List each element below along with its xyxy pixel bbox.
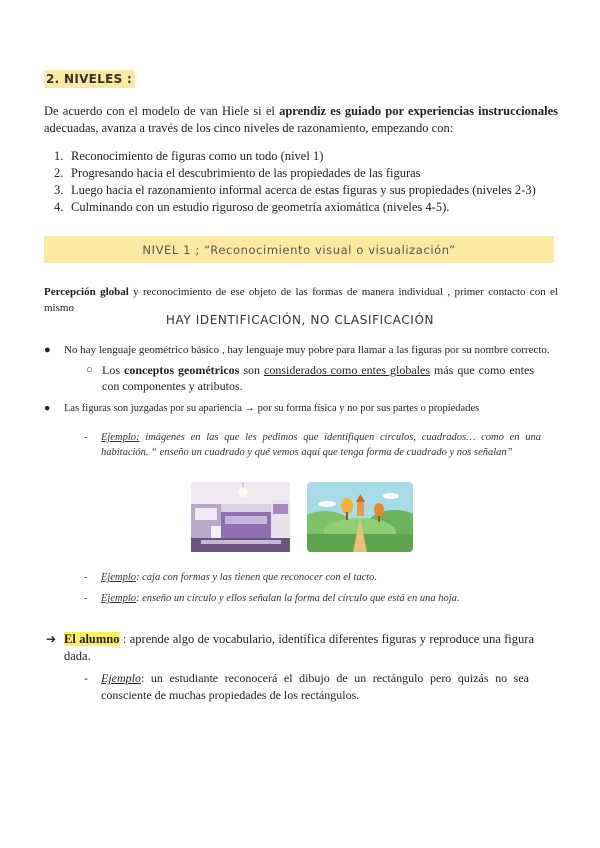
bullet-dot-icon: ● (44, 344, 51, 356)
list-text: Culminando con un estudio riguroso de geometría axiomática (niveles 4-5). (71, 200, 450, 214)
percepcion-bold: Percepción global (44, 286, 129, 298)
list-number: 3. (54, 183, 64, 197)
list-text: Luego hacia el razonamiento informal acerca de estas figuras y sus propiedades (niveles 2-3) (71, 183, 536, 197)
bullet-text: No hay lenguaje geométrico básico , hay lenguaje muy pobre para llamar a las figuras por su nombre correcto. (64, 344, 550, 356)
intro-text-2: adecuadas, avanza a través de los cinco niveles de razonamiento, empezando con: (44, 121, 454, 135)
arrow-right-icon: ➔ (46, 632, 57, 646)
circle-bullet-icon: ○ (86, 364, 93, 376)
section-heading: 2. NIVELES : (44, 70, 135, 88)
dash-bullet: - (84, 572, 88, 583)
example-text: : un estudiante reconocerá el dibujo de un rectángulo pero quizás no sea consciente de muchas propiedades de los rectángulos. (101, 671, 529, 702)
bedroom-image (191, 482, 290, 552)
bedroom-illustration (191, 482, 290, 552)
levels-list (54, 148, 554, 216)
list-item (54, 199, 554, 216)
bullet-text: Las figuras son juzgadas por su apariencia → por su forma física y no por sus partes o propiedades (64, 403, 480, 414)
list-text: Progresando hacia el descubrimiento de las propiedades de las figuras (71, 166, 421, 180)
alumno-text (64, 631, 534, 665)
intro-bold: aprendiz es guiado por experiencias instruccionales (279, 104, 559, 118)
landscape-image (307, 482, 413, 552)
sub-bullet-text (102, 362, 534, 394)
intro-paragraph (44, 103, 558, 137)
example-label: Ejemplo (101, 572, 136, 583)
dash-bullet: - (84, 432, 88, 443)
nivel1-banner (44, 236, 554, 263)
example-item (84, 670, 529, 704)
percepcion-paragraph (44, 284, 558, 316)
landscape-illustration (307, 482, 413, 552)
subheading: HAY IDENTIFICACIÓN, NO CLASIFICACIÓN (165, 313, 435, 327)
list-text: Reconocimiento de figuras como un todo (nivel 1) (71, 149, 324, 163)
example-text: : enseño un círculo y ellos señalan la forma del círculo que está en una hoja. (136, 593, 460, 604)
sub-text-bold: conceptos geométricos (124, 363, 240, 377)
list-number: 2. (54, 166, 64, 180)
nivel1-title: NIVEL 1 ; “Reconocimiento visual o visualización” (142, 242, 456, 257)
example-item (84, 570, 541, 585)
example-label: Ejemplo: (101, 432, 140, 443)
list-number: 1. (54, 149, 64, 163)
bullet-dot-icon: ● (44, 403, 51, 414)
intro-text-1: De acuerdo con el modelo de van Hiele si el (44, 104, 280, 118)
sub-text-underline: considerados como entes globales (264, 363, 430, 377)
example-label: Ejemplo (101, 671, 141, 685)
dash-bullet: - (84, 671, 88, 685)
example-text: imágenes en las que les pedimos que identifiquen círculos, cuadrados… como en una habitación. “ enseño un cuadrado y qué vemos aquí que tenga forma de cuadrado y nos señalan” (101, 432, 541, 458)
example-item (84, 591, 541, 606)
example-item (84, 430, 541, 460)
example-label: Ejemplo (101, 593, 136, 604)
list-item (54, 148, 554, 165)
example-text: : caja con formas y las tienen que reconocer con el tacto. (136, 572, 378, 583)
list-item (54, 182, 554, 199)
percepcion-text: y reconocimiento de ese objeto de las formas de manera individual , primer contacto con el mismo (44, 286, 558, 314)
list-number: 4. (54, 200, 64, 214)
sub-text-pre: Los (102, 363, 125, 377)
dash-bullet: - (84, 593, 88, 604)
sub-text-post: más que como entes con componentes y atributos. (102, 363, 535, 393)
list-item (54, 165, 554, 182)
alumno-label: El alumno (64, 632, 120, 646)
alumno-description: : aprende algo de vocabulario, identifica diferentes figuras y reproduce una figura dada. (64, 632, 534, 663)
sub-text-mid: son (239, 363, 265, 377)
